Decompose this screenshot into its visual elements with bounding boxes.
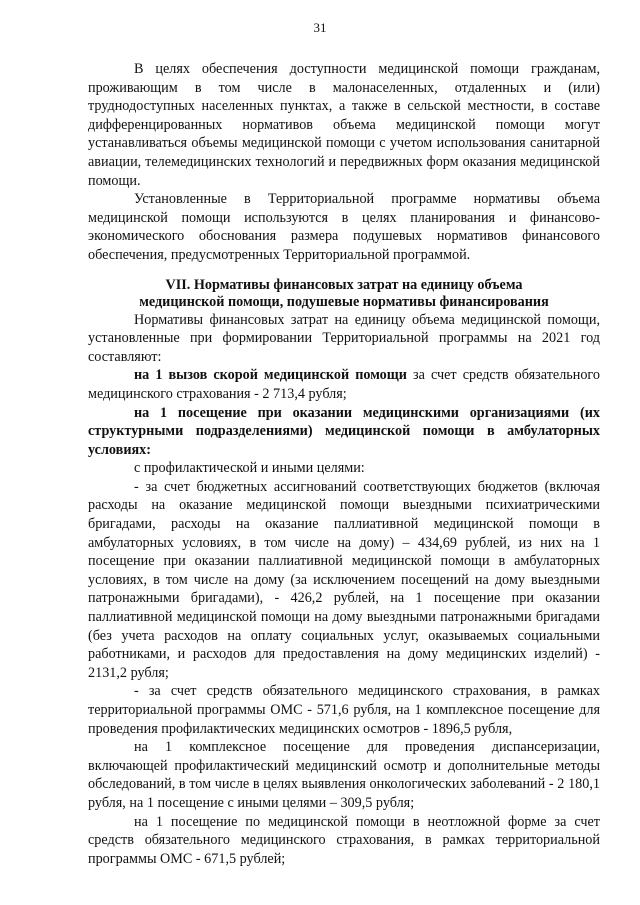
paragraph-urgent-care: на 1 посещение по медицинской помощи в неотложной форме за счет средств обязательного медицинского страхования, в рамках территориальной программы ОМС - 671,5 рублей; bbox=[88, 813, 600, 867]
section-heading-line-1: VII. Нормативы финансовых затрат на единицу объема bbox=[165, 276, 523, 293]
paragraph-cost-norms-intro: Нормативы финансовых затрат на единицу объема медицинской помощи, установленные при формировании Территориальной программы на 2021 год составляют: bbox=[88, 311, 600, 365]
paragraph-accessibility: В целях обеспечения доступности медицинской помощи гражданам, проживающим в том числе в малонаселенных, отдаленных и (или) труднодоступных населенных пунктах, а также в сельской местности, в составе дифференцированных нормативов объема медицинской помощи могут устанавливаться объемы медицинской помощи с учетом использования санитарной авиации, телемедицинских технологий и передвижных форм оказания медицинской помощи. bbox=[88, 61, 600, 189]
ambulance-call-bold: на 1 вызов скорой медицинской помощи bbox=[134, 367, 407, 384]
paragraph-budget-funds: - за счет бюджетных ассигнований соответствующих бюджетов (включая расходы на оказание медицинской помощи выездными психиатрическими бригадами, расходы на оказание паллиативной медицинской помощи в амбулаторных условиях, в том числе на дому) – 434,69 рублей, из них на 1 посещение при оказании паллиативной медицинской помощи в амбулаторных условиях, в том числе на дому (за исключением посещений на дому выездными патронажными бригадами), - 426,2 рублей, на 1 посещение при оказании паллиативной медицинской помощи на дому выездными патронажными бригадами (без учета расходов на оплату социальных услуг, оказываемых социальными работниками, и расходов для предоставления на дому медицинских изделий) - 2131,2 рубля; bbox=[88, 478, 600, 681]
page-number: 31 bbox=[313, 20, 327, 35]
document-body bbox=[88, 60, 600, 868]
paragraph-ambulance-call bbox=[88, 366, 600, 403]
paragraph-dispensary: на 1 комплексное посещение для проведения диспансеризации, включающей профилактический медицинский осмотр и дополнительные методы обследований, в том числе в целях выявления онкологических заболеваний - 2 180,1 рубля, на 1 посещение с иными целями – 309,5 рубля; bbox=[88, 739, 600, 811]
paragraph-oms-funds: - за счет средств обязательного медицинского страхования, в рамках территориальной программы ОМС - 571,6 рубля, на 1 комплексное посещение для проведения профилактических медицинских осмотров - 1896,5 рубля, bbox=[88, 683, 600, 737]
paragraph-outpatient-visit: на 1 посещение при оказании медицинскими организациями (их структурными подразделениями) медицинской помощи в амбулаторных условиях: bbox=[88, 404, 600, 458]
paragraph-volume-norms: Установленные в Территориальной программе нормативы объема медицинской помощи используются в целях планирования и финансово-экономического обоснования размера подушевых нормативов финансового обеспечения, предусмотренных Территориальной программой. bbox=[88, 191, 600, 263]
section-heading-line-2: медицинской помощи, подушевые нормативы финансирования bbox=[139, 293, 549, 310]
ambulance-call-text: за счет средств обязательного медицинского страхования - 2 713,4 рубля; bbox=[88, 367, 600, 402]
section-heading bbox=[88, 277, 600, 311]
paragraph-preventive-purposes: с профилактической и иными целями: bbox=[134, 460, 365, 477]
